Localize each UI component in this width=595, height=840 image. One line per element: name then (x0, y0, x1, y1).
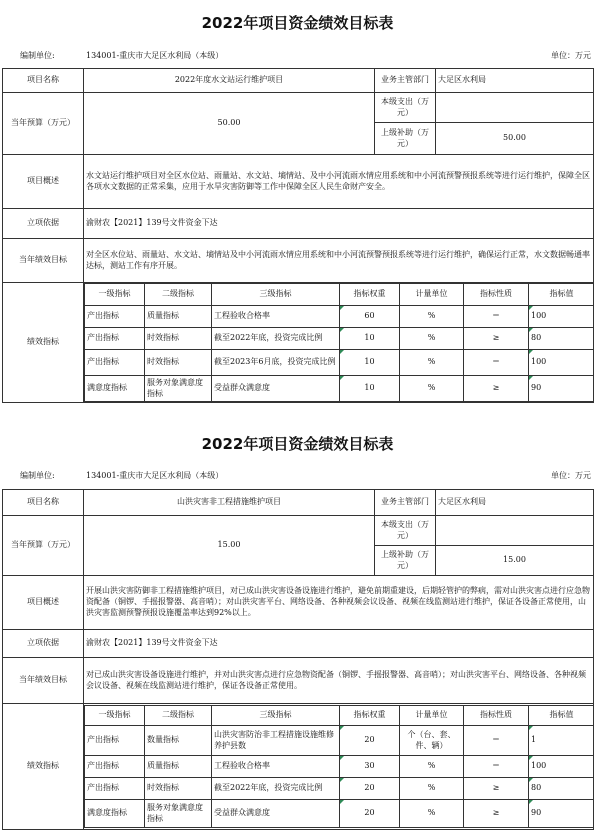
basis-label: 立项依据 (3, 630, 84, 658)
doc1-unit-value: 134001-重庆市大足区水利局（本级） (86, 51, 224, 60)
cell-value: 90 (529, 800, 594, 828)
basis-text: 渝财农【2021】139号文件资金下达 (84, 630, 594, 658)
header-weight: 指标权重 (340, 284, 400, 306)
cell-weight: 60 (340, 306, 400, 328)
cell-nature: ＝ (464, 306, 529, 328)
cell-value: 80 (529, 328, 594, 350)
doc1-money-unit: 单位：万元 (551, 51, 591, 60)
cell-level1: 产出指标 (85, 778, 145, 800)
project-name: 2022年度水文站运行维护项目 (84, 69, 375, 93)
cell-value: 100 (529, 756, 594, 778)
subsidy-value: 15.00 (436, 546, 594, 576)
cell-level1: 产出指标 (85, 328, 145, 350)
subsidy-label: 上级补助（万元） (375, 123, 436, 155)
header-level3: 三级指标 (212, 284, 340, 306)
dept-label: 业务主管部门 (375, 490, 436, 516)
cell-unit: % (400, 800, 464, 828)
local-label: 本级支出（万元） (375, 93, 436, 123)
cell-nature: ≥ (464, 328, 529, 350)
local-label: 本级支出（万元） (375, 516, 436, 546)
cell-level2: 服务对象满意度指标 (145, 376, 212, 402)
basis-label: 立项依据 (3, 209, 84, 239)
cell-level2: 时效指标 (145, 328, 212, 350)
table-row (85, 778, 594, 800)
header-nature: 指标性质 (464, 706, 529, 726)
header-level2: 二级指标 (145, 706, 212, 726)
indicator-label: 绩效指标 (3, 283, 84, 403)
subsidy-label: 上级补助（万元） (375, 546, 436, 576)
header-unit: 计量单位 (400, 284, 464, 306)
header-value: 指标值 (529, 284, 594, 306)
dept-label: 业务主管部门 (375, 69, 436, 93)
cell-unit: % (400, 328, 464, 350)
cell-value: 1 (529, 726, 594, 756)
cell-value: 100 (529, 350, 594, 376)
cell-nature: ＝ (464, 726, 529, 756)
header-nature: 指标性质 (464, 284, 529, 306)
cell-value: 80 (529, 778, 594, 800)
cell-level2: 时效指标 (145, 778, 212, 800)
goal-text: 对全区水位站、雨量站、水文站、墒情站及中小河流雨水情应用系统和中小河流预警预报系统等进行运行维护，确保运行正常，水文数据畅通率达标，测站工作有序开展。 (84, 239, 594, 283)
goal-text: 对已成山洪灾害设备设施进行维护，并对山洪灾害点进行应急物资配备（铜锣、手摇报警器、高音哨）；对山洪灾害平台、网络设备、各种视频会议设备、视频在线监测站进行维护，保证各设备正常使用。 (84, 658, 594, 704)
overview-text: 开展山洪灾害防御非工程措施维护项目，对已成山洪灾害设备设施进行维护，避免前期重建设，后期轻管护的弊病，需对山洪灾害点进行应急物资配备（铜锣、手摇报警器、高音哨）；对山洪灾害平台、网络设备、各种视频会议设备、视频在线监测站进行维护，保证各设备正常使用，山洪灾害监测预警预报设施覆盖率达到92%以上。 (84, 576, 594, 630)
indicator-cell (84, 704, 594, 830)
doc2-table (2, 489, 594, 830)
cell-level2: 质量指标 (145, 756, 212, 778)
goal-label: 当年绩效目标 (3, 239, 84, 283)
dept-value: 大足区水利局 (436, 490, 594, 516)
header-level1: 一级指标 (85, 706, 145, 726)
cell-level1: 产出指标 (85, 756, 145, 778)
cell-value: 100 (529, 306, 594, 328)
cell-level1: 满意度指标 (85, 376, 145, 402)
cell-level3: 受益群众满意度 (212, 376, 340, 402)
cell-level1: 产出指标 (85, 306, 145, 328)
indicator-label: 绩效指标 (3, 704, 84, 830)
cell-weight: 30 (340, 756, 400, 778)
table-row (85, 800, 594, 828)
budget-value: 50.00 (84, 93, 375, 155)
cell-nature: ＝ (464, 350, 529, 376)
cell-value: 90 (529, 376, 594, 402)
cell-level3: 截至2022年底，投资完成比例 (212, 778, 340, 800)
cell-level3: 截至2022年底，投资完成比例 (212, 328, 340, 350)
cell-weight: 10 (340, 376, 400, 402)
budget-label: 当年预算（万元） (3, 516, 84, 576)
local-value (436, 93, 594, 123)
subsidy-value: 50.00 (436, 123, 594, 155)
cell-nature: ≥ (464, 800, 529, 828)
doc2-title: 2022年项目资金绩效目标表 (201, 435, 394, 453)
indicator-table (84, 283, 594, 402)
project-name-label: 项目名称 (3, 490, 84, 516)
doc1-unit-label: 编制单位: (20, 51, 55, 60)
table-row (85, 350, 594, 376)
cell-weight: 20 (340, 778, 400, 800)
overview-label: 项目概述 (3, 155, 84, 209)
header-level1: 一级指标 (85, 284, 145, 306)
cell-level3: 受益群众满意度 (212, 800, 340, 828)
cell-level3: 山洪灾害防治非工程措施设施维修养护县数 (212, 726, 340, 756)
project-name: 山洪灾害非工程措施维护项目 (84, 490, 375, 516)
cell-level1: 满意度指标 (85, 800, 145, 828)
cell-unit: % (400, 376, 464, 402)
project-name-label: 项目名称 (3, 69, 84, 93)
cell-unit: 个（台、套、件、辆） (400, 726, 464, 756)
cell-nature: ≥ (464, 376, 529, 402)
doc1-table (2, 68, 594, 403)
cell-nature: ＝ (464, 756, 529, 778)
cell-level3: 截至2023年6月底，投资完成比例 (212, 350, 340, 376)
indicator-table (84, 705, 594, 828)
table-row (85, 726, 594, 756)
table-row (85, 328, 594, 350)
cell-unit: % (400, 306, 464, 328)
cell-level1: 产出指标 (85, 350, 145, 376)
goal-label: 当年绩效目标 (3, 658, 84, 704)
cell-level2: 服务对象满意度指标 (145, 800, 212, 828)
cell-level3: 工程验收合格率 (212, 756, 340, 778)
doc2-money-unit: 单位：万元 (551, 471, 591, 480)
header-level3: 三级指标 (212, 706, 340, 726)
cell-nature: ≥ (464, 778, 529, 800)
budget-value: 15.00 (84, 516, 375, 576)
overview-label: 项目概述 (3, 576, 84, 630)
table-row (85, 376, 594, 402)
overview-text: 水文站运行维护项目对全区水位站、雨量站、水文站、墒情站、及中小河流雨水情应用系统和中小河流预警预报系统等进行运行维护，保障全区各项水文数据的正常采集，应用于水旱灾害防御等工作中保障全区人民生命财产安全。 (84, 155, 594, 209)
basis-text: 渝财农【2021】139号文件资金下达 (84, 209, 594, 239)
cell-weight: 10 (340, 350, 400, 376)
budget-label: 当年预算（万元） (3, 93, 84, 155)
table-row (85, 306, 594, 328)
cell-unit: % (400, 350, 464, 376)
cell-level2: 时效指标 (145, 350, 212, 376)
local-value (436, 516, 594, 546)
cell-level2: 质量指标 (145, 306, 212, 328)
header-unit: 计量单位 (400, 706, 464, 726)
cell-unit: % (400, 756, 464, 778)
cell-weight: 20 (340, 726, 400, 756)
header-value: 指标值 (529, 706, 594, 726)
cell-weight: 20 (340, 800, 400, 828)
dept-value: 大足区水利局 (436, 69, 594, 93)
doc2-unit-value: 134001-重庆市大足区水利局（本级） (86, 471, 224, 480)
cell-weight: 10 (340, 328, 400, 350)
header-level2: 二级指标 (145, 284, 212, 306)
indicator-cell (84, 283, 594, 403)
cell-level3: 工程验收合格率 (212, 306, 340, 328)
doc1-title: 2022年项目资金绩效目标表 (201, 14, 394, 32)
header-weight: 指标权重 (340, 706, 400, 726)
cell-unit: % (400, 778, 464, 800)
doc2-unit-label: 编制单位: (20, 471, 55, 480)
cell-level1: 产出指标 (85, 726, 145, 756)
cell-level2: 数量指标 (145, 726, 212, 756)
table-row (85, 756, 594, 778)
